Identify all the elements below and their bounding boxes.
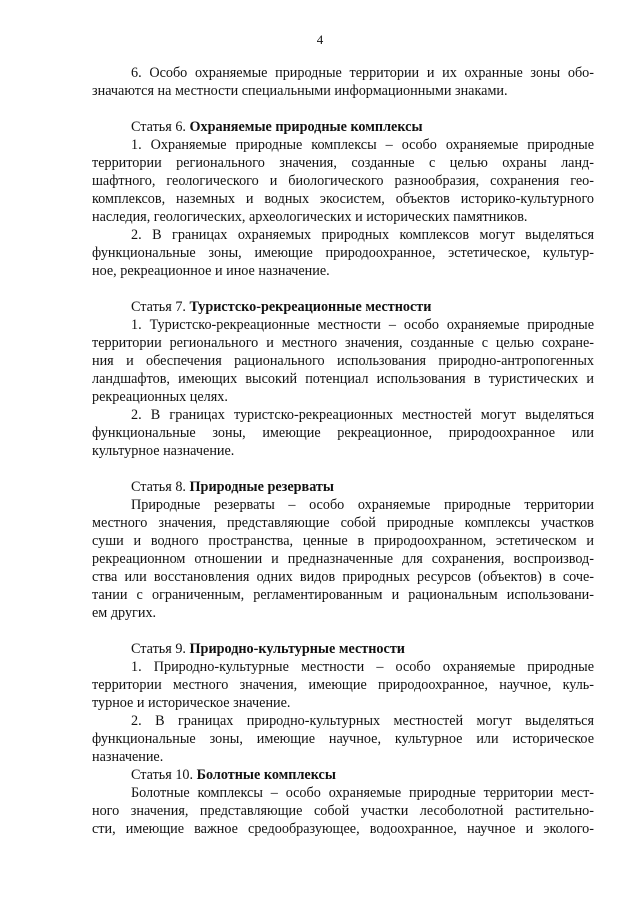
text-line: функциональные зоны, имеющие рекреационное, природоохранное или [92, 425, 594, 441]
page-number: 4 [316, 32, 324, 47]
text-line: рекреационных целях. [92, 389, 228, 405]
article-title: Природные резерваты [189, 479, 334, 495]
article-heading [131, 118, 594, 136]
text-line: ства или восстановления одних видов природных ресурсов (объектов) в соче- [92, 569, 594, 585]
text-line: наследия, геологических, археологических и исторических памятников. [92, 209, 528, 225]
article-heading [131, 298, 594, 316]
article-number: Статья 6. [131, 119, 190, 135]
text-line: шафтного, геологического и биологического разнообразия, сохранения гео- [92, 173, 594, 189]
article-number: Статья 8. [131, 479, 190, 495]
text-line: комплексов, наземных и водных экосистем, объектов историко-культурного [92, 191, 594, 207]
text-line: 6. Особо охраняемые природные территории и их охранные зоны обо- [131, 65, 594, 81]
text-line: 1. Природно-культурные местности – особо охраняемые природные [131, 659, 594, 675]
text-line: ем других. [92, 605, 157, 621]
article-number: Статья 10. [131, 767, 197, 783]
text-line: территории регионального значения, созданные с целью охраны ланд- [92, 155, 594, 171]
article-title: Туристско-рекреационные местности [189, 299, 432, 315]
text-line: территории местного значения, имеющие природоохранное, научное, куль- [92, 677, 594, 693]
text-line: 2. В границах охраняемых природных комплексов могут выделяться [131, 227, 594, 243]
text-line: тании с ограниченным, регламентированным и рациональным использовани- [92, 587, 594, 603]
text-line: рекреационном отношении и предназначенные для сохранения, воспроизвод- [92, 551, 594, 567]
article-heading [131, 766, 594, 784]
text-line: ное, рекреационное и иное назначение. [92, 263, 330, 279]
text-line: турное и историческое значение. [92, 695, 291, 711]
article-number: Статья 7. [131, 299, 190, 315]
text-line: Природные резерваты – особо охраняемые природные территории [131, 497, 594, 513]
article-heading [131, 478, 594, 496]
text-line: функциональные зоны, имеющие природоохранное, эстетическое, культур- [92, 245, 594, 261]
text-line: ного значения, представляющие собой участки лесоболотной растительно- [92, 803, 594, 819]
text-line: Болотные комплексы – особо охраняемые природные территории мест- [131, 785, 594, 801]
text-line: местного значения, представляющие собой природные комплексы участков [92, 515, 594, 531]
text-line: территории регионального и местного значения, созданные с целью сохране- [92, 335, 594, 351]
text-line: значаются на местности специальными информационными знаками. [92, 83, 508, 99]
article-number: Статья 9. [131, 641, 190, 657]
text-line: 2. В границах туристско-рекреационных местностей могут выделяться [131, 407, 594, 423]
text-line: ландшафтов, имеющих высокий потенциал использования в туристических и [92, 371, 594, 387]
text-line: 1. Охраняемые природные комплексы – особо охраняемые природные [131, 137, 594, 153]
text-line: культурное назначение. [92, 443, 235, 459]
text-line: 2. В границах природно-культурных местностей могут выделяться [131, 713, 594, 729]
text-line: суши и водного пространства, ценные в природоохранном, эстетическом и [92, 533, 594, 549]
article-title: Болотные комплексы [196, 767, 336, 783]
text-line: функциональные зоны, имеющие научное, культурное или историческое [92, 731, 594, 747]
text-line: назначение. [92, 749, 164, 765]
text-line: сти, имеющие важное средообразующее, водоохранное, научное и эколого- [92, 821, 594, 837]
text-line: 1. Туристско-рекреационные местности – особо охраняемые природные [131, 317, 594, 333]
text-line: ния и обеспечения рационального использования природно-антропогенных [92, 353, 594, 369]
article-title: Природно-культурные местности [189, 641, 405, 657]
article-heading [131, 640, 594, 658]
article-title: Охраняемые природные комплексы [189, 119, 423, 135]
